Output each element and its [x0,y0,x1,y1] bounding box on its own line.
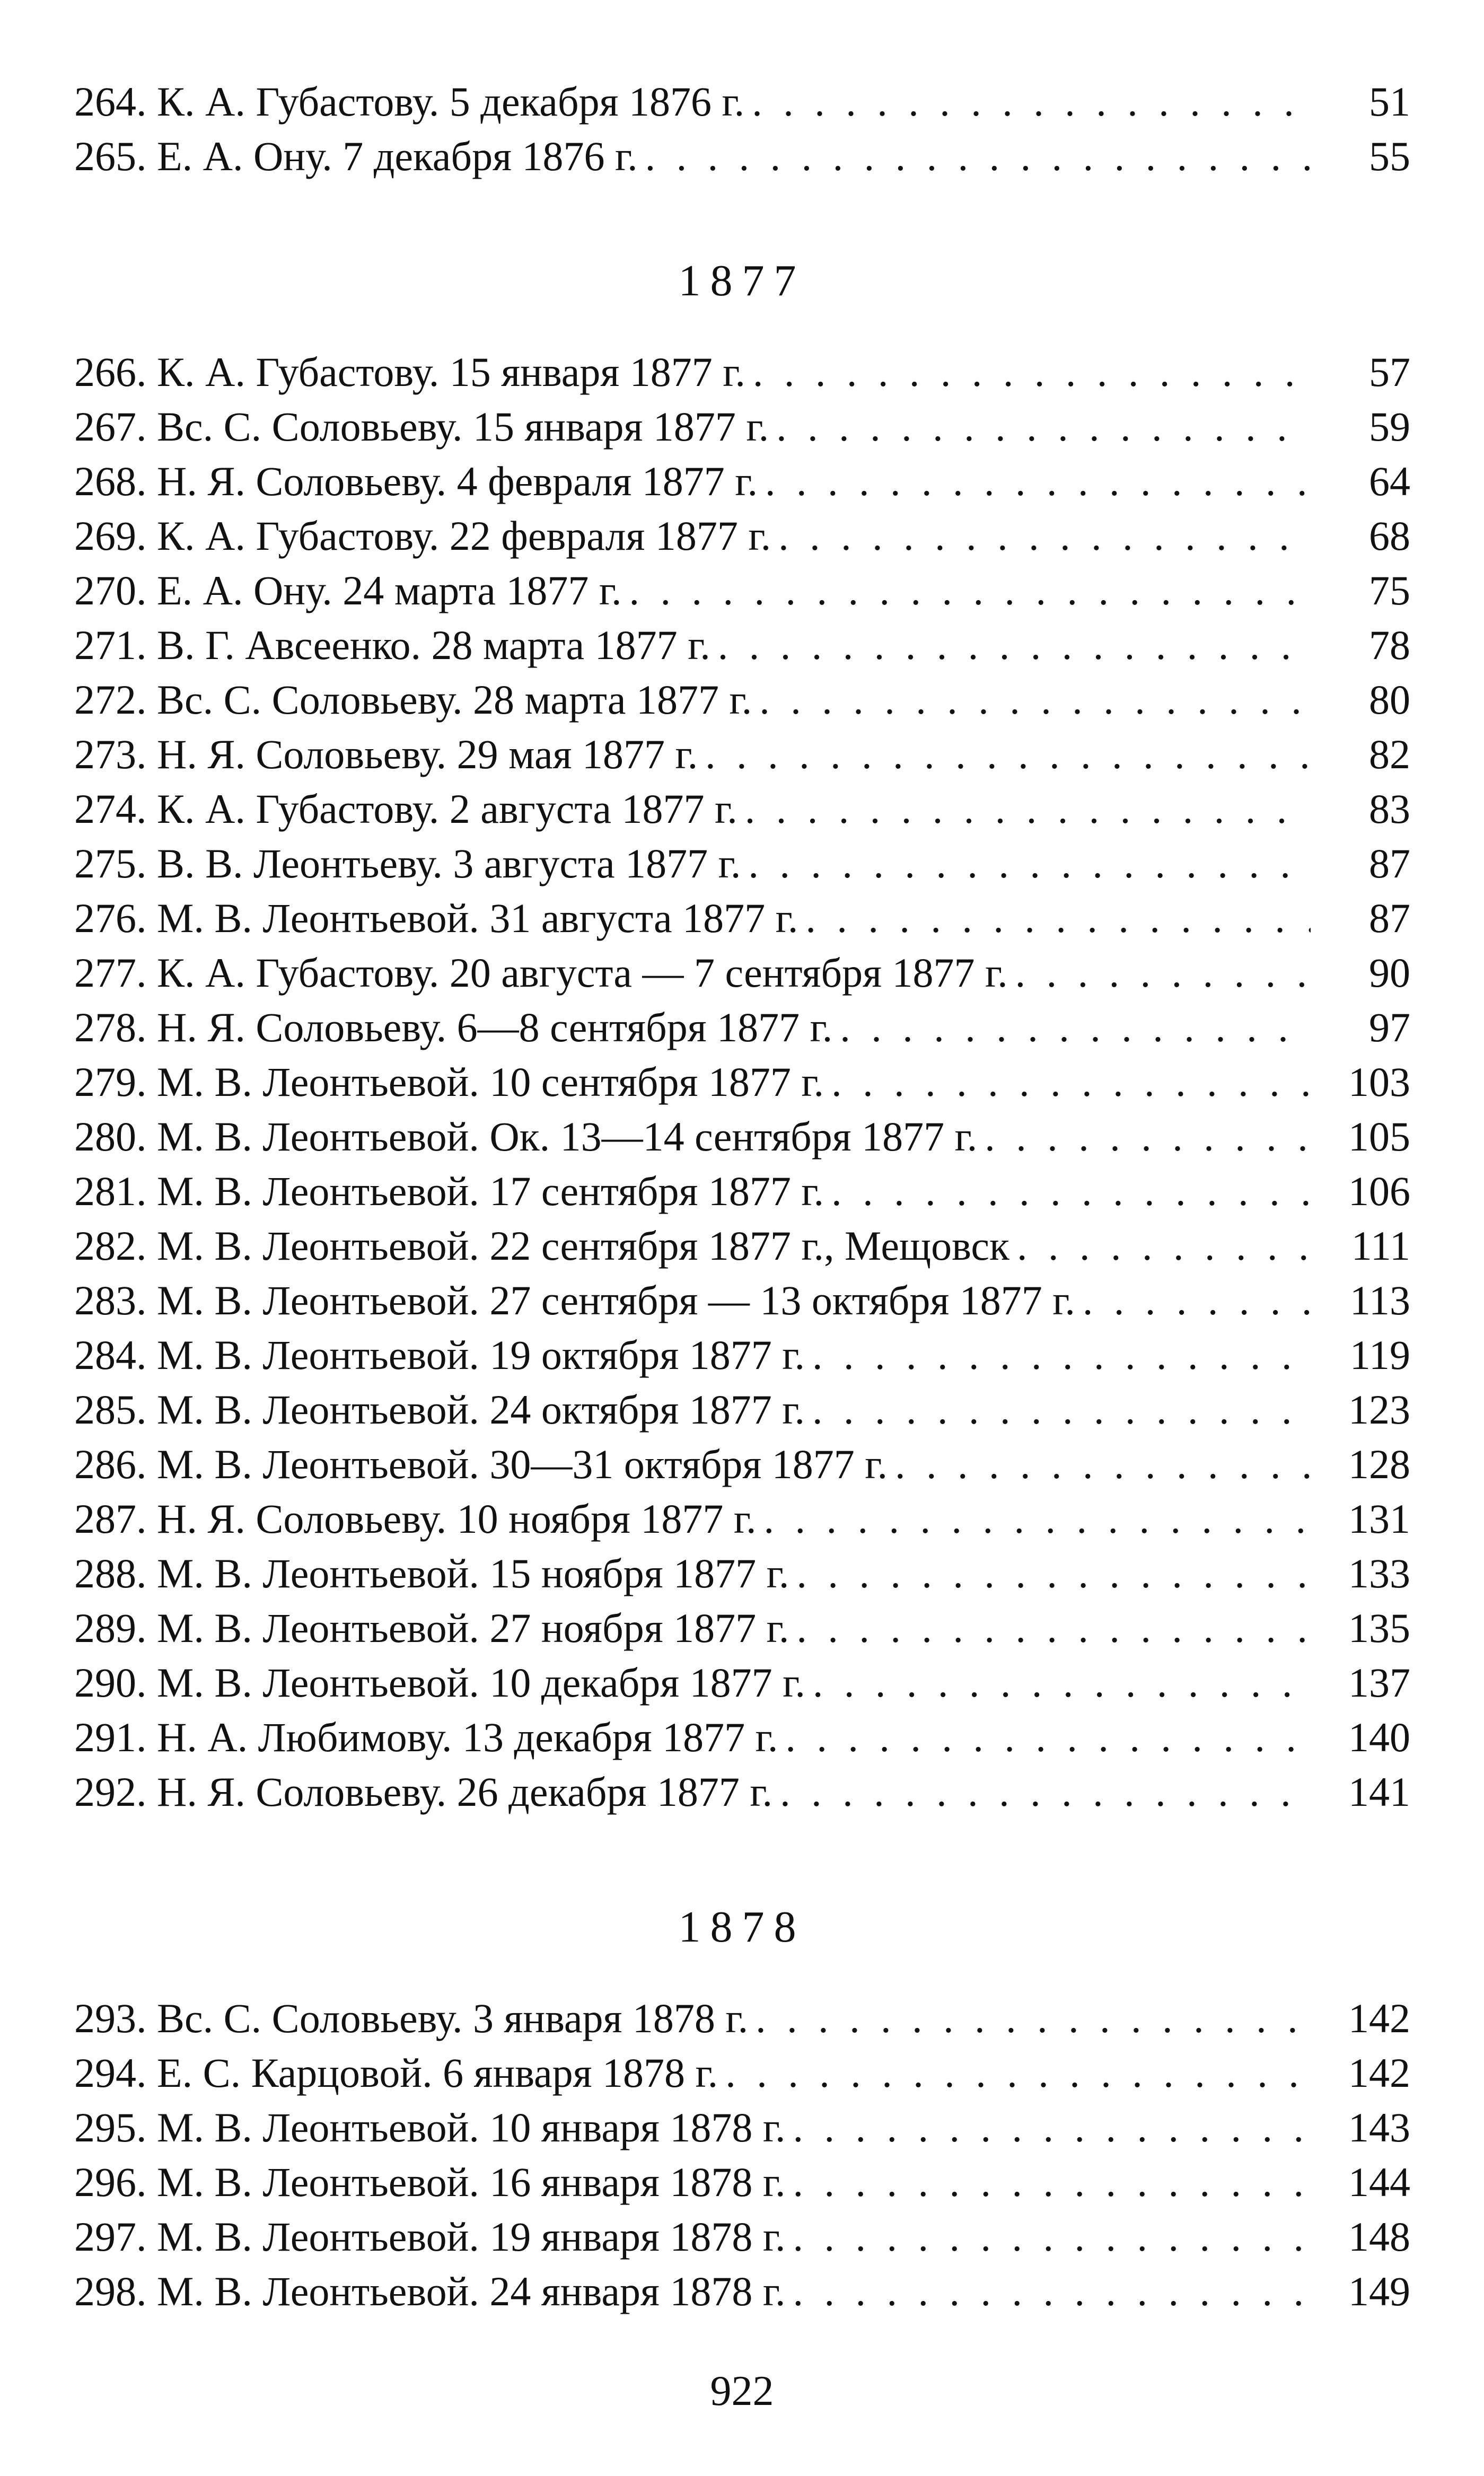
toc-entry [74,782,1410,836]
entry-page-number: 64 [1369,458,1410,504]
entry-title: 286. М. В. Леонтьевой. 30—31 октября 1877 г. [74,1441,888,1487]
entry-page-number: 137 [1348,1660,1410,1706]
toc-entry [74,1991,1410,2045]
entry-title: 280. М. В. Леонтьевой. Ок. 13—14 сентября 1877 г. [74,1113,978,1160]
entry-title: 275. В. В. Леонтьеву. 3 августа 1877 г. [74,840,741,886]
entry-title: 291. Н. А. Любимову. 13 декабря 1877 г. [74,1714,778,1760]
entry-title: 276. М. В. Леонтьевой. 31 августа 1877 г. [74,895,798,941]
dot-leader [780,1764,1311,1819]
year-heading-1878: 1878 [678,1902,806,1952]
entry-page-number: 141 [1348,1769,1410,1815]
dot-leader [745,782,1311,836]
toc-entry [74,1601,1410,1655]
entry-title: 273. Н. Я. Соловьеву. 29 мая 1877 г. [74,731,698,777]
toc-entry [74,1055,1410,1109]
toc-entry [74,727,1410,782]
toc-entry [74,1000,1410,1055]
entry-title: 284. М. В. Леонтьевой. 19 октября 1877 г. [74,1332,805,1378]
entry-page-number: 111 [1351,1223,1410,1269]
entry-page-number: 55 [1369,133,1410,179]
toc-list-1877 [74,345,1410,1819]
entry-page-number: 103 [1348,1059,1410,1105]
toc-entry [74,945,1410,1000]
dot-leader [1083,1273,1311,1328]
dot-leader [812,1328,1311,1382]
entry-title: 296. М. В. Леонтьевой. 16 января 1878 г. [74,2159,786,2205]
toc-entry [74,508,1410,563]
entry-page-number: 128 [1348,1441,1410,1487]
toc-entry [74,1109,1410,1164]
entry-page-number: 87 [1369,840,1410,886]
entry-page-number: 143 [1348,2104,1410,2150]
entry-page-number: 106 [1348,1168,1410,1214]
toc-entry [74,345,1410,399]
dot-leader [831,1055,1311,1109]
toc-entry [74,836,1410,891]
toc-entry [74,2045,1410,2100]
entry-page-number: 51 [1369,78,1410,125]
dot-leader [752,74,1311,129]
toc-entry [74,399,1410,454]
dot-leader [796,1601,1311,1655]
entry-title: 282. М. В. Леонтьевой. 22 сентября 1877 г., Мещовск [74,1223,1009,1269]
entry-title: 290. М. В. Леонтьевой. 10 декабря 1877 г. [74,1660,805,1706]
toc-list-1878 [74,1991,1410,2319]
entry-page-number: 119 [1349,1332,1410,1378]
entry-title: 292. Н. Я. Соловьеву. 26 декабря 1877 г. [74,1769,773,1815]
entry-title: 295. М. В. Леонтьевой. 10 января 1878 г. [74,2104,786,2150]
entry-title: 265. Е. А. Ону. 7 декабря 1876 г. [74,133,638,179]
dot-leader [776,399,1311,454]
entry-page-number: 97 [1369,1004,1410,1050]
toc-entry [74,891,1410,945]
toc-entry [74,1764,1410,1819]
toc-entry [74,454,1410,508]
entry-page-number: 135 [1348,1605,1410,1651]
entry-title: 270. Е. А. Ону. 24 марта 1877 г. [74,567,622,613]
toc-entry [74,1491,1410,1546]
toc-entry [74,1273,1410,1328]
year-heading-1877: 1877 [678,256,806,305]
entry-title: 279. М. В. Леонтьевой. 10 сентября 1877 г. [74,1059,824,1105]
entry-title: 274. К. А. Губастову. 2 августа 1877 г. [74,786,737,832]
dot-leader [705,727,1311,782]
dot-leader [831,1164,1311,1218]
entry-title: 285. М. В. Леонтьевой. 24 октября 1877 г. [74,1386,805,1433]
dot-leader [748,836,1311,891]
toc-entry [74,129,1410,183]
entry-page-number: 131 [1348,1496,1410,1542]
entry-title: 294. Е. С. Карцовой. 6 января 1878 г. [74,2050,718,2096]
toc-entry [74,1437,1410,1491]
entry-title: 277. К. А. Губастову. 20 августа — 7 сентября 1877 г. [74,950,1008,996]
entry-page-number: 87 [1369,895,1410,941]
entry-title: 269. К. А. Губастову. 22 февраля 1877 г. [74,513,771,559]
entry-title: 283. М. В. Леонтьевой. 27 сентября — 13 октября 1877 г. [74,1277,1075,1323]
entry-page-number: 140 [1348,1714,1410,1760]
toc-entry [74,563,1410,618]
dot-leader [764,1491,1311,1546]
entry-page-number: 133 [1348,1550,1410,1596]
dot-leader [813,1655,1311,1710]
dot-leader [778,508,1311,563]
entry-title: 267. Вс. С. Соловьеву. 15 января 1877 г. [74,403,769,450]
toc-entry [74,1218,1410,1273]
entry-title: 281. М. В. Леонтьевой. 17 сентября 1877 г. [74,1168,824,1214]
toc-entry [74,1382,1410,1437]
entry-title: 287. Н. Я. Соловьеву. 10 ноября 1877 г. [74,1496,757,1542]
dot-leader [765,454,1311,508]
dot-leader [840,1000,1311,1055]
entry-page-number: 144 [1348,2159,1410,2205]
dot-leader [756,1991,1311,2045]
entry-title: 271. В. Г. Авсеенко. 28 марта 1877 г. [74,622,710,668]
dot-leader [725,2045,1311,2100]
entry-title: 293. Вс. С. Соловьеву. 3 января 1878 г. [74,1995,749,2041]
dot-leader [895,1437,1311,1491]
dot-leader [793,2100,1311,2155]
dot-leader [796,1546,1311,1601]
entry-page-number: 90 [1369,950,1410,996]
entry-page-number: 149 [1348,2268,1410,2314]
toc-entry [74,672,1410,727]
dot-leader [1015,945,1311,1000]
dot-leader [812,1382,1311,1437]
toc-entry [74,74,1410,129]
entry-title: 266. К. А. Губастову. 15 января 1877 г. [74,349,745,395]
entry-page-number: 59 [1369,403,1410,450]
toc-entry [74,1655,1410,1710]
toc-list-1876 [74,74,1410,183]
dot-leader [629,563,1311,618]
entry-page-number: 57 [1369,349,1410,395]
entry-page-number: 142 [1348,1995,1410,2041]
toc-entry [74,618,1410,672]
entry-page-number: 68 [1369,513,1410,559]
toc-entry [74,2209,1410,2264]
entry-page-number: 142 [1348,2050,1410,2096]
dot-leader [793,2209,1311,2264]
toc-entry [74,2264,1410,2319]
entry-title: 272. Вс. С. Соловьеву. 28 марта 1877 г. [74,677,752,723]
entry-title: 268. Н. Я. Соловьеву. 4 февраля 1877 г. [74,458,758,504]
entry-page-number: 75 [1369,567,1410,613]
entry-title: 289. М. В. Леонтьевой. 27 ноября 1877 г. [74,1605,789,1651]
dot-leader [759,672,1311,727]
dot-leader [793,2264,1311,2319]
dot-leader [793,2155,1311,2209]
dot-leader [985,1109,1311,1164]
entry-page-number: 148 [1348,2214,1410,2260]
entry-page-number: 123 [1348,1386,1410,1433]
entry-title: 298. М. В. Леонтьевой. 24 января 1878 г. [74,2268,786,2314]
entry-page-number: 80 [1369,677,1410,723]
entry-title: 278. Н. Я. Соловьеву. 6—8 сентября 1877 г. [74,1004,833,1050]
dot-leader [645,129,1311,183]
entry-title: 297. М. В. Леонтьевой. 19 января 1878 г. [74,2214,786,2260]
entry-page-number: 113 [1349,1277,1410,1323]
entry-page-number: 105 [1348,1113,1410,1160]
dot-leader [805,891,1311,945]
entry-page-number: 82 [1369,731,1410,777]
toc-entry [74,2155,1410,2209]
dot-leader [1017,1218,1311,1273]
entry-page-number: 83 [1369,786,1410,832]
dot-leader [753,345,1311,399]
toc-entry [74,2100,1410,2155]
toc-entry [74,1710,1410,1764]
page-number: 922 [710,2368,774,2414]
entry-title: 264. К. А. Губастову. 5 декабря 1876 г. [74,78,745,125]
toc-entry [74,1546,1410,1601]
toc-entry [74,1328,1410,1382]
toc-entry [74,1164,1410,1218]
entry-page-number: 78 [1369,622,1410,668]
dot-leader [785,1710,1311,1764]
dot-leader [718,618,1311,672]
entry-title: 288. М. В. Леонтьевой. 15 ноября 1877 г. [74,1550,789,1596]
